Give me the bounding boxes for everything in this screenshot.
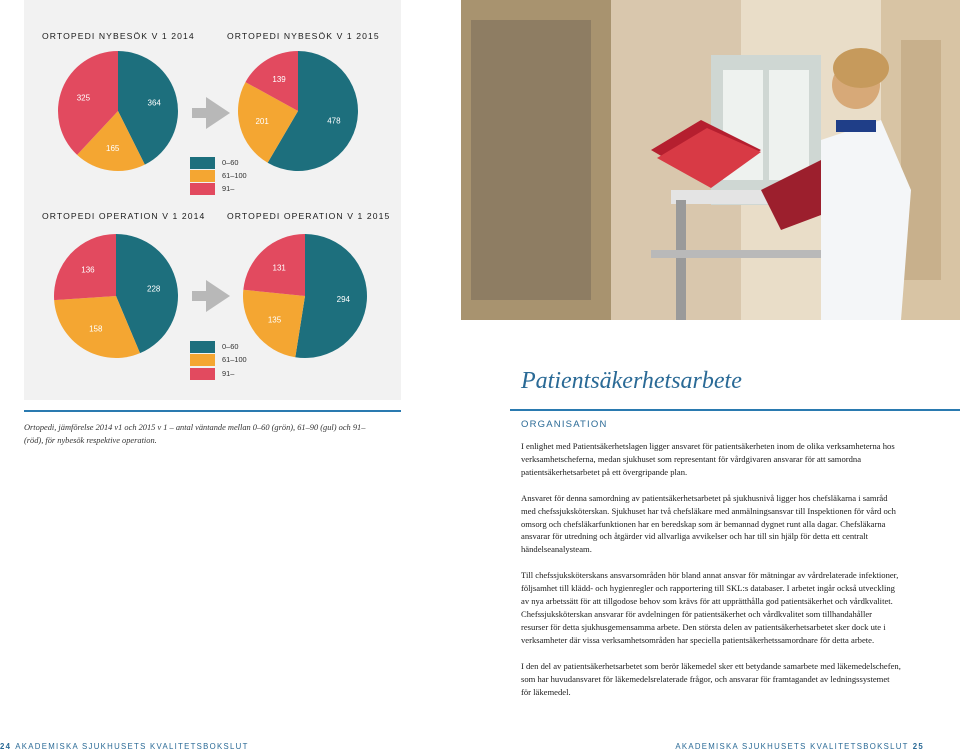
page-number-left: 24 [0, 742, 12, 751]
paragraph: I den del av patientsäkerhetsarbetet som berör läkemedel sker ett betydande samarbete med läkemedelschefen, som har huvudansvaret för läkemedelsrelaterade frågor, och ansvarar för framtagandet av ledningssystemet för läkemedel. [521, 660, 901, 697]
pie-value-label: 165 [106, 143, 120, 153]
pie-value-label: 294 [336, 295, 351, 305]
legend-label: 0–60 [222, 158, 239, 167]
legend-row-61-100 [190, 354, 400, 367]
pie-slice [295, 234, 367, 358]
chart-caption: Ortopedi, jämförelse 2014 v1 och 2015 v 1 – antal väntande mellan 0–60 (grön), 61–90 (gul) och 91– (röd), för nybesök respektive operation. [24, 423, 366, 445]
pie-value-label: 201 [255, 116, 269, 126]
arrow-icon [192, 97, 230, 129]
pie-value-label: 135 [267, 315, 282, 325]
subhead-organisation: ORGANISATION [521, 419, 608, 430]
footer-left-text: AKADEMISKA SJUKHUSETS KVALITETSBOKSLUT [15, 742, 249, 751]
paragraph: Till chefssjuksköterskans ansvarsområden hör bland annat ansvar för mätningar av vårdrelaterade infektioner, följsamhet till klädd- och hygienregler och rapportering till SKL:s databaser. I arbetet ingår också utveckling av nya arbetssätt för att tillgodose behov som krävs för att upprätthålla god patientsäkerhet och vårdkvalitet. Chefssjuksköterskan ansvarar för avdelningen för patientsäkerhet och vårdkvalitet som tillhandahåller resurser för detta sjukhusgemensamma arbete. Den största delen av patientsäkerhetsarbetet sker dock ute i verksamheter där vissa verksamhetsområden har speciella patientsäkerhetssamordnare för detta arbete. [521, 570, 899, 645]
footer-left [0, 742, 249, 751]
chart-title-operation-2014: ORTOPEDI OPERATION V 1 2014 [42, 211, 206, 221]
legend-row-0-60 [190, 157, 400, 170]
legend-swatch-yellow [190, 354, 215, 366]
legend-swatch-yellow [190, 170, 215, 182]
pie-value-label: 478 [327, 116, 341, 126]
legend-row-91 [190, 183, 400, 196]
legend-label: 61–100 [222, 355, 247, 364]
paragraph: Ansvaret för denna samordning av patientsäkerhetsarbetet på sjukhusnivå ligger hos chefsläkarna i samråd med chefssjuksköterskan. Sjukhuset har två chefsläkare med anmälningsansvar till Inspektionen för vård och omsorg och chefsläkarfunktionen har en beredskap som är bemannad dygnet runt alla dagar. Chefsläkarna ansvarar för utredning och åtgärder vid allvarliga avvikelser och har till sin hjälp för detta ett centralt händelseanalysteam. [521, 492, 896, 555]
chart-title-nybesok-2014: ORTOPEDI NYBESÖK V 1 2014 [42, 31, 195, 41]
legend-label: 0–60 [222, 342, 239, 351]
page-number-right: 25 [912, 742, 924, 751]
pie-value-label: 325 [76, 93, 91, 103]
pie-value-label: 364 [147, 98, 161, 108]
footer-right [675, 742, 924, 751]
legend-row-91 [190, 368, 400, 381]
chart-title-nybesok-2015: ORTOPEDI NYBESÖK V 1 2015 [227, 31, 380, 41]
pie-charts [0, 0, 410, 400]
legend-swatch-green [190, 157, 215, 169]
arrow-icon [192, 280, 230, 312]
legend-row-0-60 [190, 341, 400, 354]
pie-value-label: 228 [147, 284, 161, 294]
legend-label: 91– [222, 369, 235, 378]
nurse-photo [461, 0, 960, 320]
section-title: Patientsäkerhetsarbete [521, 368, 742, 394]
legend-swatch-red [190, 183, 215, 195]
legend-swatch-red [190, 368, 215, 380]
legend-label: 61–100 [222, 171, 247, 180]
footer-right-text: AKADEMISKA SJUKHUSETS KVALITETSBOKSLUT [675, 742, 909, 751]
legend-label: 91– [222, 184, 235, 193]
caption-rule [24, 410, 401, 412]
pie-value-label: 158 [89, 324, 103, 334]
pie-value-label: 139 [272, 74, 286, 84]
section-rule [510, 409, 960, 411]
legend-swatch-green [190, 341, 215, 353]
body-text [521, 440, 901, 711]
pie-value-label: 136 [81, 265, 95, 275]
paragraph: I enlighet med Patientsäkerhetslagen ligger ansvaret för patientsäkerheten inom de olika verksamheterna hos verksamhetscheferna, medan sjukhuset som representant för vårdgivaren ansvarar för att samordna patientsäkerhetsarbetet på ett övergripande plan. [521, 441, 895, 477]
pie-value-label: 131 [272, 263, 286, 273]
legend-row-61-100 [190, 170, 400, 183]
chart-title-operation-2015: ORTOPEDI OPERATION V 1 2015 [227, 211, 391, 221]
